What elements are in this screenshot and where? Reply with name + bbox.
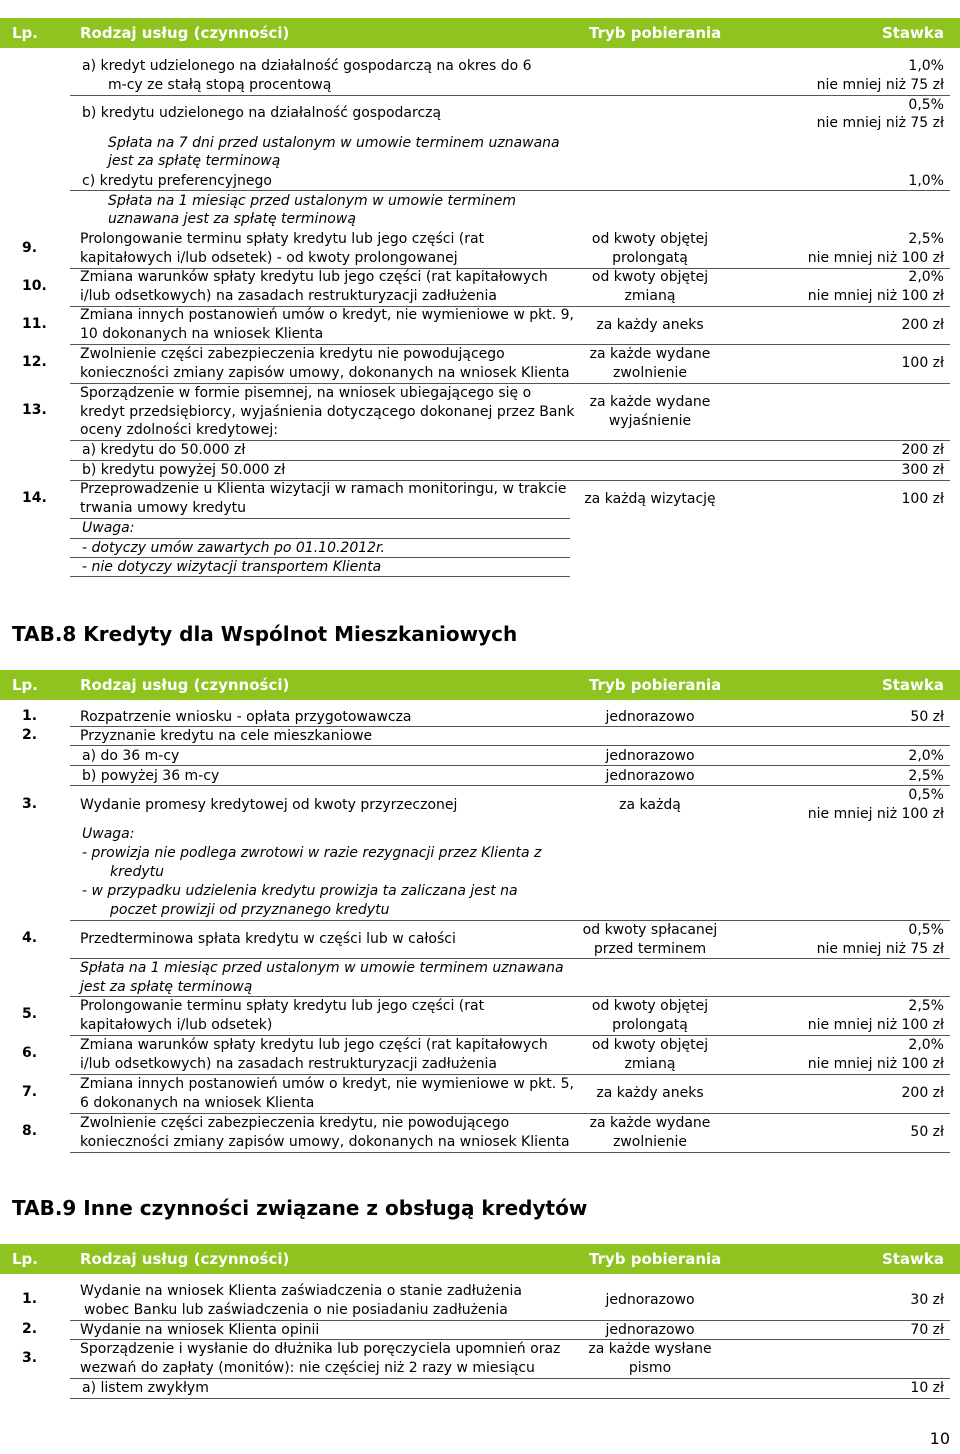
tab8-row-5-mode2: prolongatą [612, 1017, 688, 1033]
tab9-lp-3: 3. [22, 1350, 38, 1366]
row-10-rate2: nie mniej niż 100 zł [807, 288, 944, 304]
tab9-row-3-line1: Sporządzenie i wysłanie do dłużnika lub poręczyciela upomnień oraz [80, 1341, 561, 1357]
row-a-line1: a) kredyt udzielonego na działalność gospodarczą na okres do 6 [82, 58, 532, 74]
tab8-row-8-rate: 50 zł [910, 1124, 944, 1140]
row-13-line1: Sporządzenie w formie pisemnej, na wniosek ubiegającego się o [80, 385, 532, 401]
tab8-row-5-rate1: 2,5% [908, 998, 944, 1014]
tab9-lp-2: 2. [22, 1321, 38, 1337]
tab8-row-2b-rate: 2,5% [908, 768, 944, 784]
header-rate: Stawka [881, 24, 944, 42]
row-c-note2: uznawana jest za spłatę terminową [108, 211, 356, 227]
tab9-lp-1: 1. [22, 1291, 38, 1307]
header-service: Rodzaj usług (czynności) [80, 676, 290, 694]
row-9-mode2: prolongatą [612, 250, 688, 266]
tab8-uwaga-1a: - prowizja nie podlega zwrotowi w razie rezygnacji przez Klienta z [82, 845, 542, 861]
row-10-line2: i/lub odsetkowych) na zasadach restrukturyzacji zadłużenia [80, 288, 497, 304]
uwaga-item-1: - dotyczy umów zawartych po 01.10.2012r. [82, 540, 385, 556]
tab8-row-5-rate2: nie mniej niż 100 zł [807, 1017, 944, 1033]
row-c-note1: Spłata na 1 miesiąc przed ustalonym w umowie terminem [108, 193, 516, 209]
tab8-row-4-mode2: przed terminem [593, 941, 707, 957]
tab8-row-4-rate2: nie mniej niż 75 zł [816, 941, 944, 957]
row-9-mode1: od kwoty objętej [591, 231, 709, 247]
tab8-row-6-rate1: 2,0% [908, 1037, 944, 1053]
row-12-line1: Zwolnienie części zabezpieczenia kredytu nie powodującego [80, 346, 505, 362]
row-11-line2: 10 dokonanych na wniosek Klienta [80, 326, 324, 342]
header-mode: Tryb pobierania [589, 676, 722, 694]
tab8-row-4-note2: jest za spłatę terminową [80, 979, 253, 995]
row-10-line1: Zmiana warunków spłaty kredytu lub jego części (rat kapitałowych [80, 269, 548, 285]
row-14-line1: Przeprowadzenie u Klienta wizytacji w ramach monitoringu, w trakcie [80, 481, 567, 497]
row-11-line1: Zmiana innych postanowień umów o kredyt, nie wymieniowe w pkt. 9, [80, 307, 574, 323]
tab8-title: TAB.8 Kredyty dla Wspólnot Mieszkaniowych [12, 622, 518, 646]
tab8-row-5-line1: Prolongowanie terminu spłaty kredytu lub jego części (rat [80, 998, 485, 1014]
tab8-row-1-rate: 50 zł [910, 709, 944, 725]
tab8-row-2a-rate: 2,0% [908, 748, 944, 764]
tab8-row-7-rate: 200 zł [901, 1085, 944, 1101]
row-13-b-rate: 300 zł [901, 462, 944, 478]
tab8-row-5-mode1: od kwoty objętej [591, 998, 709, 1014]
row-12-mode1: za każde wydane [589, 346, 711, 362]
tab8-lp-4: 4. [22, 930, 38, 946]
uwaga-item-2: - nie dotyczy wizytacji transportem Klienta [82, 559, 382, 575]
header-lp: Lp. [12, 24, 38, 42]
header-service: Rodzaj usług (czynności) [80, 24, 290, 42]
tab8-uwaga: Uwaga: [82, 826, 135, 842]
tab8-row-6-rate2: nie mniej niż 100 zł [807, 1056, 944, 1072]
row-a-line2: m-cy ze stałą stopą procentową [108, 77, 332, 93]
lp-10: 10. [22, 278, 47, 294]
tab9-row-3-mode2: pismo [628, 1360, 672, 1376]
header-mode: Tryb pobierania [589, 24, 722, 42]
tab8-lp-1: 1. [22, 708, 38, 724]
lp-14: 14. [22, 490, 47, 506]
tab8-lp-6: 6. [22, 1045, 38, 1061]
tab8-uwaga-2b: poczet prowizji od przyznanego kredytu [110, 902, 390, 918]
tab8-row-8-mode2: zwolnienie [612, 1134, 687, 1150]
tab8-row-2b: b) powyżej 36 m-cy [82, 768, 220, 784]
row-13-line3: oceny zdolności kredytowej: [80, 422, 279, 438]
tab8-row-8-line1: Zwolnienie części zabezpieczenia kredytu, nie powodującego [80, 1115, 510, 1131]
row-10-mode2: zmianą [624, 288, 676, 304]
tab8-row-4-mode1: od kwoty spłacanej [582, 922, 718, 938]
tab8-header [0, 670, 960, 700]
row-9-rate2: nie mniej niż 100 zł [807, 250, 944, 266]
lp-12: 12. [22, 354, 47, 370]
row-c-line1: c) kredytu preferencyjnego [82, 173, 272, 189]
tab9-row-2-rate: 70 zł [910, 1322, 944, 1338]
row-11-mode: za każdy aneks [596, 317, 704, 333]
tab9-row-2: Wydanie na wniosek Klienta opinii [80, 1322, 320, 1338]
tab8-row-2a-mode: jednorazowo [605, 748, 695, 764]
tab8-uwaga-2a: - w przypadku udzielenia kredytu prowizja ta zaliczana jest na [82, 883, 518, 899]
row-13-a: a) kredytu do 50.000 zł [82, 442, 246, 458]
row-b-note2: jest za spłatę terminową [108, 153, 281, 169]
tab9-row-3-line2: wezwań do zapłaty (monitów): nie częściej niż 2 razy w miesiącu [80, 1360, 535, 1376]
tab8-row-4: Przedterminowa spłata kredytu w części lub w całości [80, 931, 456, 947]
tab8-row-6-line2: i/lub odsetkowych) na zasadach restrukturyzacji zadłużenia [80, 1056, 497, 1072]
header-mode: Tryb pobierania [589, 1250, 722, 1268]
row-12-mode2: zwolnienie [612, 365, 687, 381]
row-10-mode1: od kwoty objętej [591, 269, 709, 285]
tab8-lp-8: 8. [22, 1123, 38, 1139]
tab9-row-1-line1: Wydanie na wniosek Klienta zaświadczenia o stanie zadłużenia [80, 1283, 522, 1299]
lp-11: 11. [22, 316, 47, 332]
tab9-row-3-mode1: za każde wysłane [588, 1341, 712, 1357]
tab8-uwaga-1b: kredytu [110, 864, 165, 880]
tab8-row-7-line1: Zmiana innych postanowień umów o kredyt, nie wymieniowe w pkt. 5, [80, 1076, 574, 1092]
row-b-line1: b) kredytu udzielonego na działalność gospodarczą [82, 105, 442, 121]
tab9-title: TAB.9 Inne czynności związane z obsługą kredytów [12, 1196, 588, 1220]
tab8-row-4-note1: Spłata na 1 miesiąc przed ustalonym w umowie terminem uznawana [80, 960, 564, 976]
row-c-rate: 1,0% [908, 173, 944, 189]
tab8-row-1: Rozpatrzenie wniosku - opłata przygotowawcza [80, 709, 412, 725]
row-9-line2: kapitałowych i/lub odsetek) - od kwoty prolongowanej [80, 250, 458, 266]
table-header [0, 18, 960, 48]
tab8-row-6-mode2: zmianą [624, 1056, 676, 1072]
tab8-row-4-rate1: 0,5% [908, 922, 944, 938]
row-11-rate: 200 zł [901, 317, 944, 333]
row-12-line2: konieczności zmiany zapisów umowy, dokonanych na wniosek Klienta [80, 365, 570, 381]
tab9-row-1-rate: 30 zł [910, 1292, 944, 1308]
header-lp: Lp. [12, 1250, 38, 1268]
row-13-mode1: za każde wydane [589, 394, 711, 410]
tab8-lp-2: 2. [22, 727, 38, 743]
tab8-row-6-mode1: od kwoty objętej [591, 1037, 709, 1053]
tab8-row-7-line2: 6 dokonanych na wniosek Klienta [80, 1095, 315, 1111]
row-9-rate1: 2,5% [908, 231, 944, 247]
tab8-row-3-rate1: 0,5% [908, 787, 944, 803]
row-13-b: b) kredytu powyżej 50.000 zł [82, 462, 286, 478]
row-a-rate2: nie mniej niż 75 zł [816, 77, 944, 93]
row-10-rate1: 2,0% [908, 269, 944, 285]
tab8-row-1-mode: jednorazowo [605, 709, 695, 725]
tab9-row-3a-rate: 10 zł [910, 1380, 944, 1396]
header-rate: Stawka [881, 676, 944, 694]
tab8-row-6-line1: Zmiana warunków spłaty kredytu lub jego części (rat kapitałowych [80, 1037, 548, 1053]
row-13-mode2: wyjaśnienie [608, 413, 692, 429]
row-14-rate: 100 zł [901, 491, 944, 507]
tab8-row-7-mode: za każdy aneks [596, 1085, 704, 1101]
row-b-note1: Spłata na 7 dni przed ustalonym w umowie terminem uznawana [108, 135, 560, 151]
tab8-lp-5: 5. [22, 1006, 38, 1022]
row-12-rate: 100 zł [901, 355, 944, 371]
tab8-row-8-mode1: za każde wydane [589, 1115, 711, 1131]
lp-9: 9. [22, 240, 38, 256]
row-13-a-rate: 200 zł [901, 442, 944, 458]
tab8-row-2: Przyznanie kredytu na cele mieszkaniowe [80, 728, 373, 744]
row-a-rate1: 1,0% [908, 58, 944, 74]
row-13-line2: kredyt przedsiębiorcy, wyjaśnienia dotyczącego dokonanej przez Bank [80, 404, 575, 420]
row-b-rate2: nie mniej niż 75 zł [816, 115, 944, 131]
tab8-row-3-rate2: nie mniej niż 100 zł [807, 806, 944, 822]
tab9-header [0, 1244, 960, 1274]
uwaga-label: Uwaga: [82, 520, 135, 536]
row-b-rate1: 0,5% [908, 97, 944, 113]
header-rate: Stawka [881, 1250, 944, 1268]
tab9-row-2-mode: jednorazowo [605, 1322, 695, 1338]
tab8-lp-3: 3. [22, 796, 38, 812]
row-9-line1: Prolongowanie terminu spłaty kredytu lub jego części (rat [80, 231, 485, 247]
header-lp: Lp. [12, 676, 38, 694]
row-14-mode: za każdą wizytację [584, 491, 716, 507]
row-14-line2: trwania umowy kredytu [80, 500, 247, 516]
tab8-row-2a: a) do 36 m-cy [82, 748, 180, 764]
tab8-row-5-line2: kapitałowych i/lub odsetek) [80, 1017, 273, 1033]
page-number: 10 [929, 1429, 950, 1448]
tab8-row-3: Wydanie promesy kredytowej od kwoty przyrzeczonej [80, 797, 458, 813]
tab9-row-1-mode: jednorazowo [605, 1292, 695, 1308]
tab8-row-2b-mode: jednorazowo [605, 768, 695, 784]
tab8-row-3-mode: za każdą [619, 797, 681, 813]
tab8-row-8-line2: konieczności zmiany zapisów umowy, dokonanych na wniosek Klienta [80, 1134, 570, 1150]
tab9-row-3a: a) listem zwykłym [82, 1380, 209, 1396]
header-service: Rodzaj usług (czynności) [80, 1250, 290, 1268]
lp-13: 13. [22, 402, 47, 418]
tab8-lp-7: 7. [22, 1084, 38, 1100]
tab9-row-1-line2: wobec Banku lub zaświadczenia o nie posiadaniu zadłużenia [84, 1302, 508, 1318]
